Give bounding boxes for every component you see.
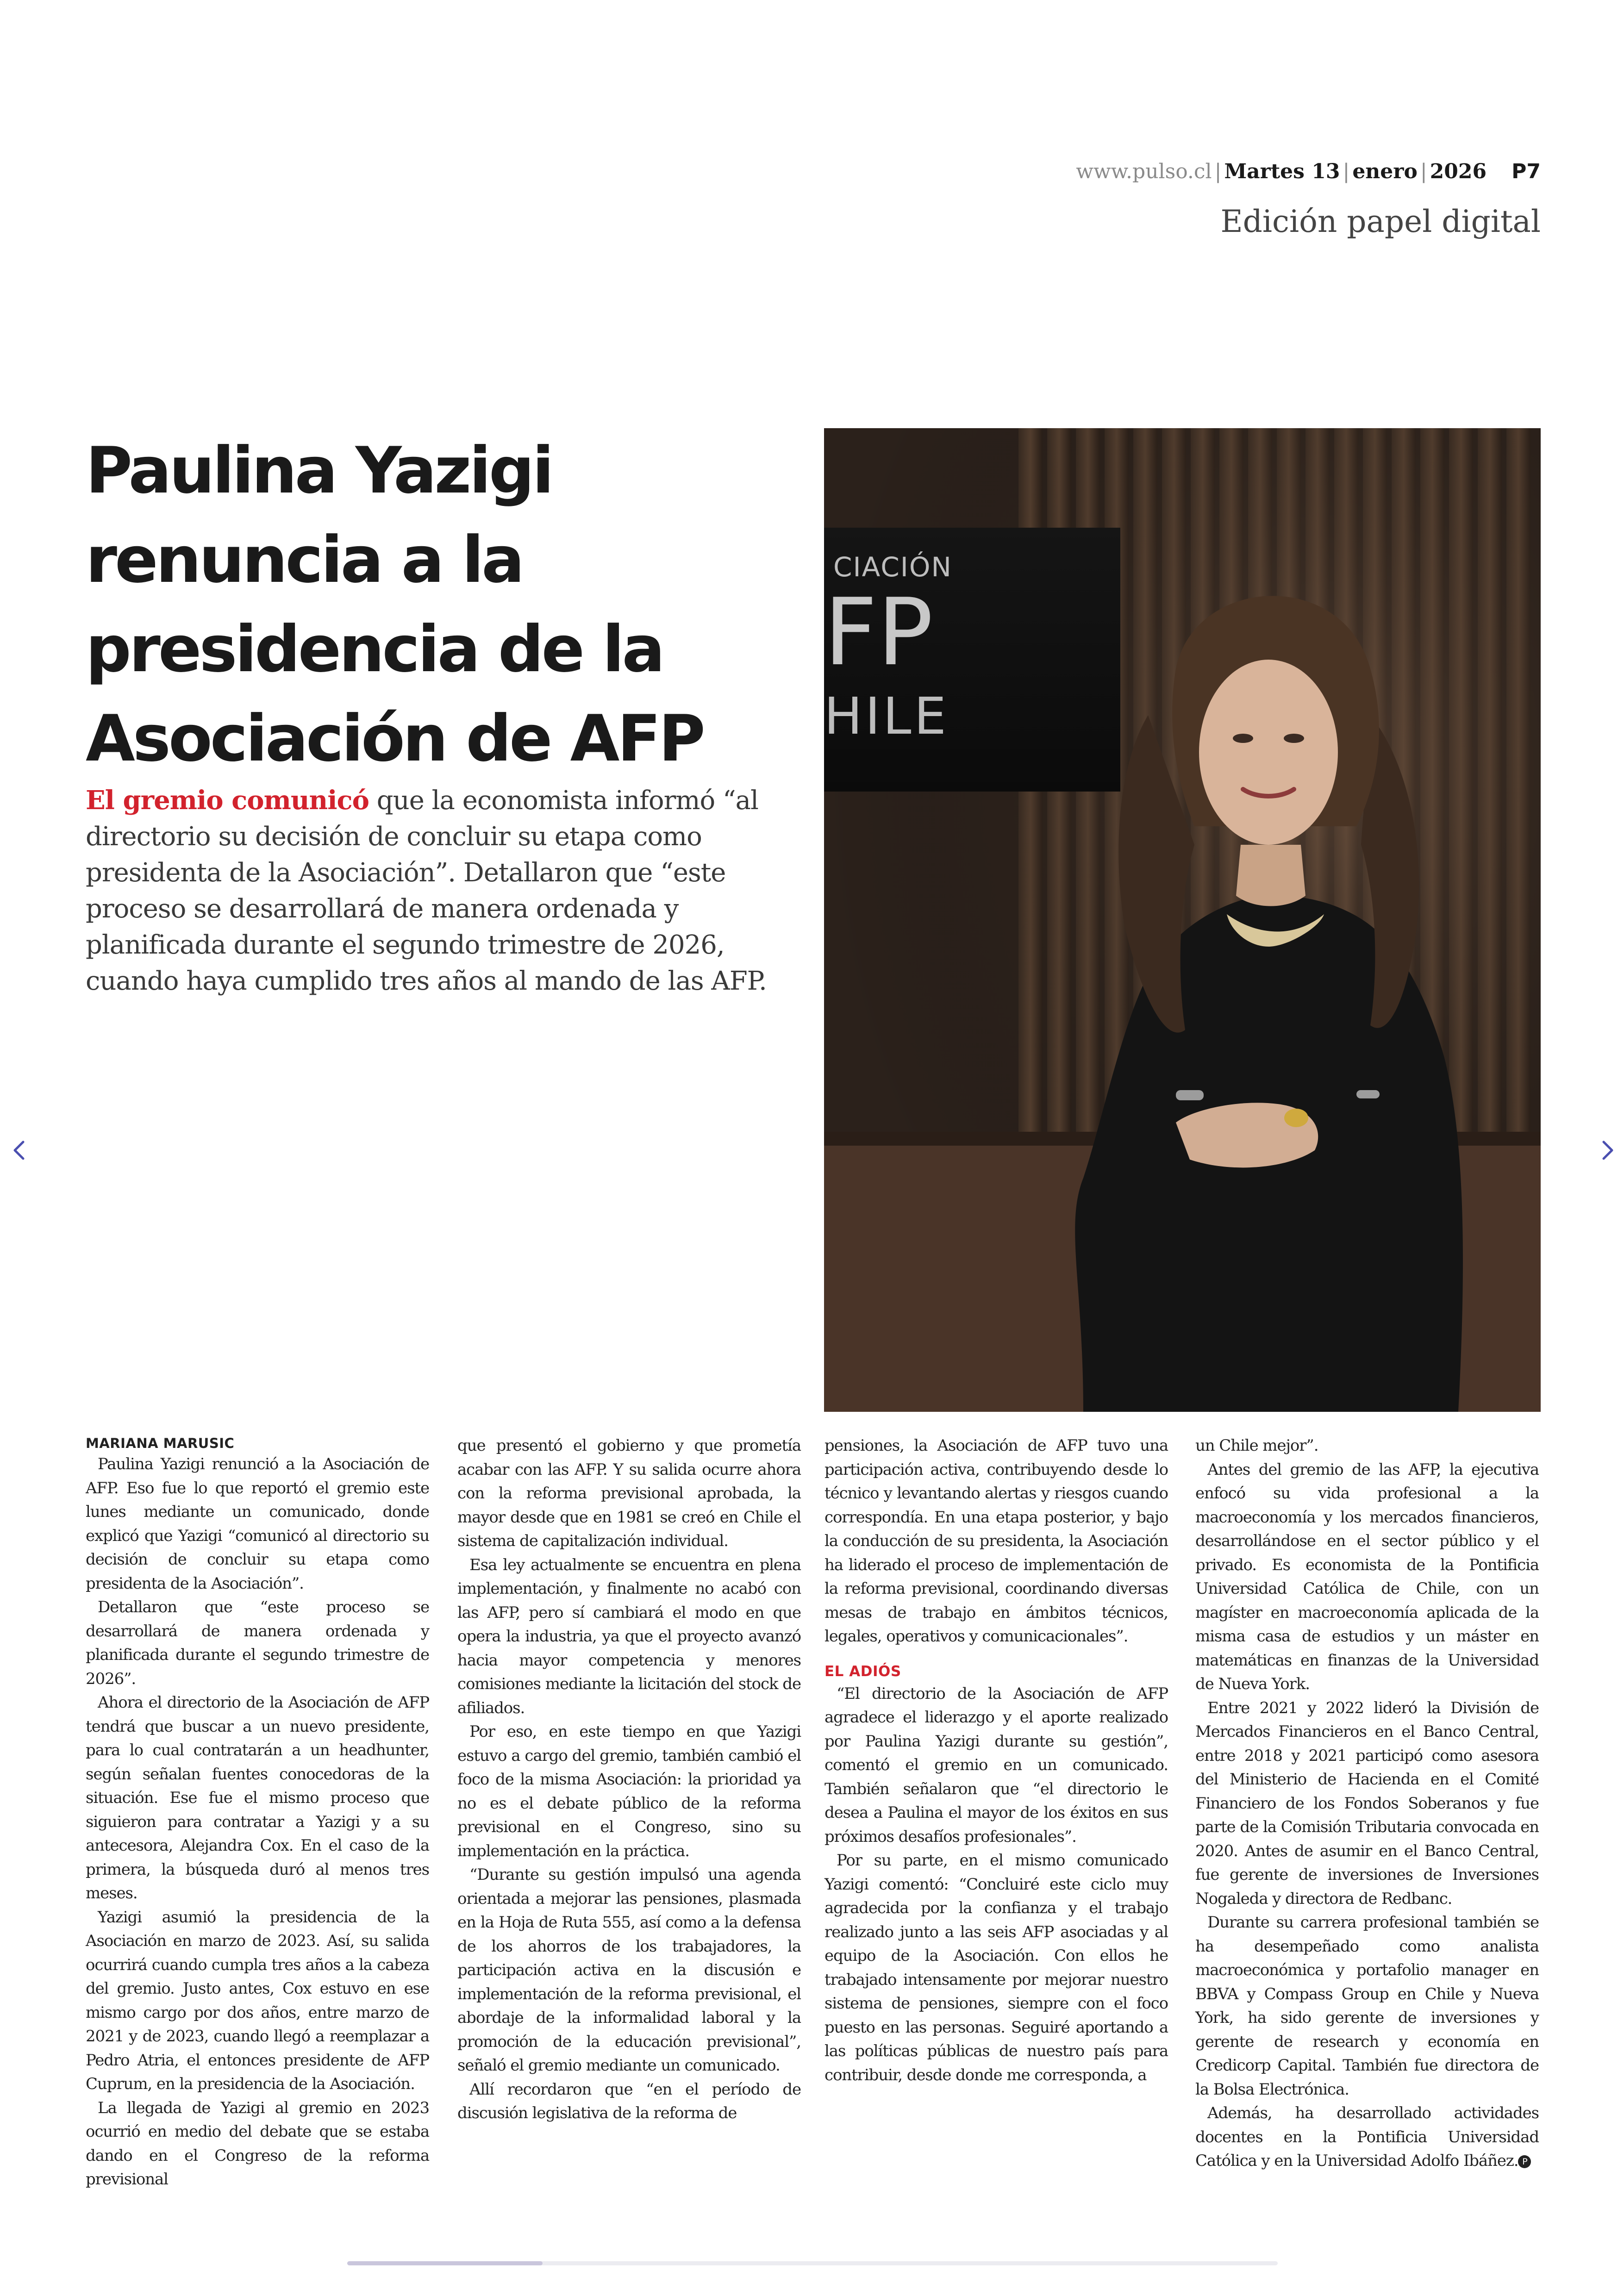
section-subhead: EL ADIÓS [824, 1663, 901, 1680]
body-column-4 [1195, 1434, 1539, 2173]
body-column-1 [86, 1434, 429, 2192]
body-paragraph: Por su parte, en el mismo comunicado Yazigi comentó: “Concluiré este ciclo muy agradecida por la confianza y el trabajo realizado junto a las seis AFP asociadas y al equipo de la Asociación. Con ellos he trabajado intensamente por mejorar nuestro sistema de pensiones, siempre con el foco puesto en las personas. Seguiré aportando a las políticas públicas de nuestro país para contribuir, desde donde me corresponda, a [824, 1851, 1168, 2084]
body-paragraph: “Durante su gestión impulsó una agenda orientada a mejorar las pensiones, plasmada en la Hoja de Ruta 555, así como a la defensa de los ahorros de los trabajadores, la participación activa en la discusión e implementación de la reforma previsional, el abordaje de la informalidad laboral y la promoción de la educación previsional”, señaló el gremio mediante un comunicado. [457, 1865, 801, 2075]
issue-year: 2026 [1430, 160, 1487, 183]
lede-kicker: El gremio comunicó [86, 785, 369, 816]
next-page-arrow-icon[interactable] [1599, 1136, 1618, 1164]
folio-line: www.pulso.cl | Martes 13 | enero | 2026 P7 [1076, 160, 1541, 183]
body-paragraph: Durante su carrera profesional también se ha desempeñado como analista macroeconómica y portafolio manager en BBVA y Compass Group en Chile y Nueva York, ha sido gerente de inversiones y gerente de research y economía en Credicorp Capital. También fue directora de la Bolsa Electrónica. [1195, 1913, 1539, 2099]
body-column-3 [824, 1434, 1168, 2087]
prev-page-arrow-icon[interactable] [9, 1136, 28, 1164]
body-paragraph [1195, 2102, 1539, 2173]
body-paragraph: Allí recordaron que “en el período de discusión legislativa de la reforma de [457, 2080, 801, 2122]
body-paragraph: Por eso, en este tiempo en que Yazigi estuvo a cargo del gremio, también cambió el foco de la misma Asociación: la prioridad ya no es el debate público de la reforma previsional en el Congreso, sino su implementación en la práctica. [457, 1722, 801, 1860]
edition-label: Edición papel digital [1220, 204, 1541, 239]
body-paragraph: un Chile mejor”. [1195, 1436, 1318, 1455]
body-paragraph: pensiones, la Asociación de AFP tuvo una participación activa, contribuyendo desde lo técnico y levantando alertas y riesgos cuando correspondía. En una etapa posterior, y bajo la conducción de su presidenta, la Asociación ha liderado el proceso de implementación de la reforma previsional, coordinando diversas mesas de trabajo en ámbitos técnicos, legales, operativos y comunicacionales”. [824, 1436, 1168, 1646]
body-paragraph: Entre 2021 y 2022 lideró la División de Mercados Financieros en el Banco Central, entre 2018 y 2021 participó como asesora del Ministerio de Hacienda en el Comité Financiero de los Fondos Soberanos y fue parte de la Comisión Tributaria convocada en 2020. Antes de asumir en el Banco Central, fue gerente de inversiones de Inversiones Nogaleda y directora de Redbanc. [1195, 1698, 1539, 1908]
body-paragraph: Yazigi asumió la presidencia de la Asociación en marzo de 2023. Así, su salida ocurrirá cuando cumpla tres años a la cabeza del gremio. Justo antes, Cox estuvo en ese mismo cargo por dos años, entre marzo de 2021 y de 2023, cuando llegó a reemplazar a Pedro Atria, el entonces presidente de AFP Cuprum, en la presidencia de la Asociación. [86, 1908, 429, 2093]
body-paragraph: Ahora el directorio de la Asociación de AFP tendrá que buscar a un nuevo presidente, para lo cual contratarán a un headhunter, según señalan fuentes conocedoras de la situación. Ese fue el mismo proceso que siguieron para contratar a Yazigi y a su antecesora, Alejandra Cox. En el caso de la primera, la búsqueda duró al menos tres meses. [86, 1693, 429, 1902]
body-paragraph: Detallaron que “este proceso se desarrollará de manera ordenada y planificada durante el segundo trimestre de 2026”. [86, 1598, 429, 1688]
final-paragraph-text: Además, ha desarrollado actividades docentes en la Pontificia Universidad Católica y en la Universidad Adolfo Ibáñez. [1195, 2104, 1539, 2170]
byline: MARIANA MARUSIC [86, 1435, 235, 1451]
body-column-2 [457, 1434, 801, 2126]
horizontal-scrollbar[interactable] [347, 2261, 1278, 2265]
portrait-illustration [824, 428, 1541, 1412]
article-headline: Paulina Yazigi renuncia a la presidencia de la Asociación de AFP [86, 433, 703, 776]
body-paragraph: La llegada de Yazigi al gremio en 2023 ocurrió en medio del debate que se estaba dando en el Congreso de la reforma previsional [86, 2098, 429, 2189]
scrollbar-thumb[interactable] [347, 2261, 543, 2265]
end-mark-icon: P [1518, 2155, 1531, 2168]
sign-text-1: CIACIÓN [833, 551, 952, 583]
site-url[interactable]: www.pulso.cl [1076, 160, 1212, 183]
body-paragraph: Esa ley actualmente se encuentra en plena implementación, y finalmente no acabó con las AFP, pero sí cambiará el modo en que opera la industria, ya que el proyecto avanzó hacia mayor competencia y menores comisiones mediante la licitación del stock de afiliados. [457, 1555, 801, 1717]
body-paragraph: que presentó el gobierno y que prometía acabar con las AFP. Y su salida ocurre ahora con la reforma previsional aprobada, la mayor desde que en 1981 se creó en Chile el sistema de capitalización individual. [457, 1436, 801, 1550]
article-photo [824, 428, 1541, 1412]
sign-text-2: FP [824, 579, 933, 686]
body-paragraph: Antes del gremio de las AFP, la ejecutiva enfocó su vida profesional a la macroeconomía y los mercados financieros, desarrollándose en el sector público y el privado. Es economista de la Pontificia Universidad Católica de Chile, con un magíster en macroeconomía aplicada de la misma casa de estudios y un máster en matemáticas en finanzas de la Universidad de Nueva York. [1195, 1460, 1539, 1693]
page-header [1076, 160, 1541, 239]
article-lede [86, 782, 817, 999]
sign-text-3: HILE [824, 686, 949, 746]
afp-sign-panel [824, 528, 1120, 792]
issue-day: Martes 13 [1224, 160, 1340, 183]
page-number: P7 [1512, 160, 1541, 183]
body-paragraph: “El directorio de la Asociación de AFP agradece el liderazgo y el aporte realizado por Paulina Yazigi durante su gestión”, comentó el gremio en un comunicado. También señalaron que “el directorio le desea a Paulina el mayor de los éxitos en sus próximos desafíos profesionales”. [824, 1684, 1168, 1846]
body-paragraph: Paulina Yazigi renunció a la Asociación de AFP. Eso fue lo que reportó el gremio este lunes mediante un comunicado, donde explicó que Yazigi “comunicó al directorio su decisión de concluir su etapa como presidenta de la Asociación”. [86, 1455, 429, 1593]
issue-month: enero [1352, 160, 1418, 183]
lede-text: que la economista informó “al directorio su decisión de concluir su etapa como presidenta de la Asociación”. Detallaron que “este proceso se desarrollará de manera ordenada y planificada durante el segundo trimestre de 2026, cuando haya cumplido tres años al mando de las AFP. [86, 786, 767, 996]
